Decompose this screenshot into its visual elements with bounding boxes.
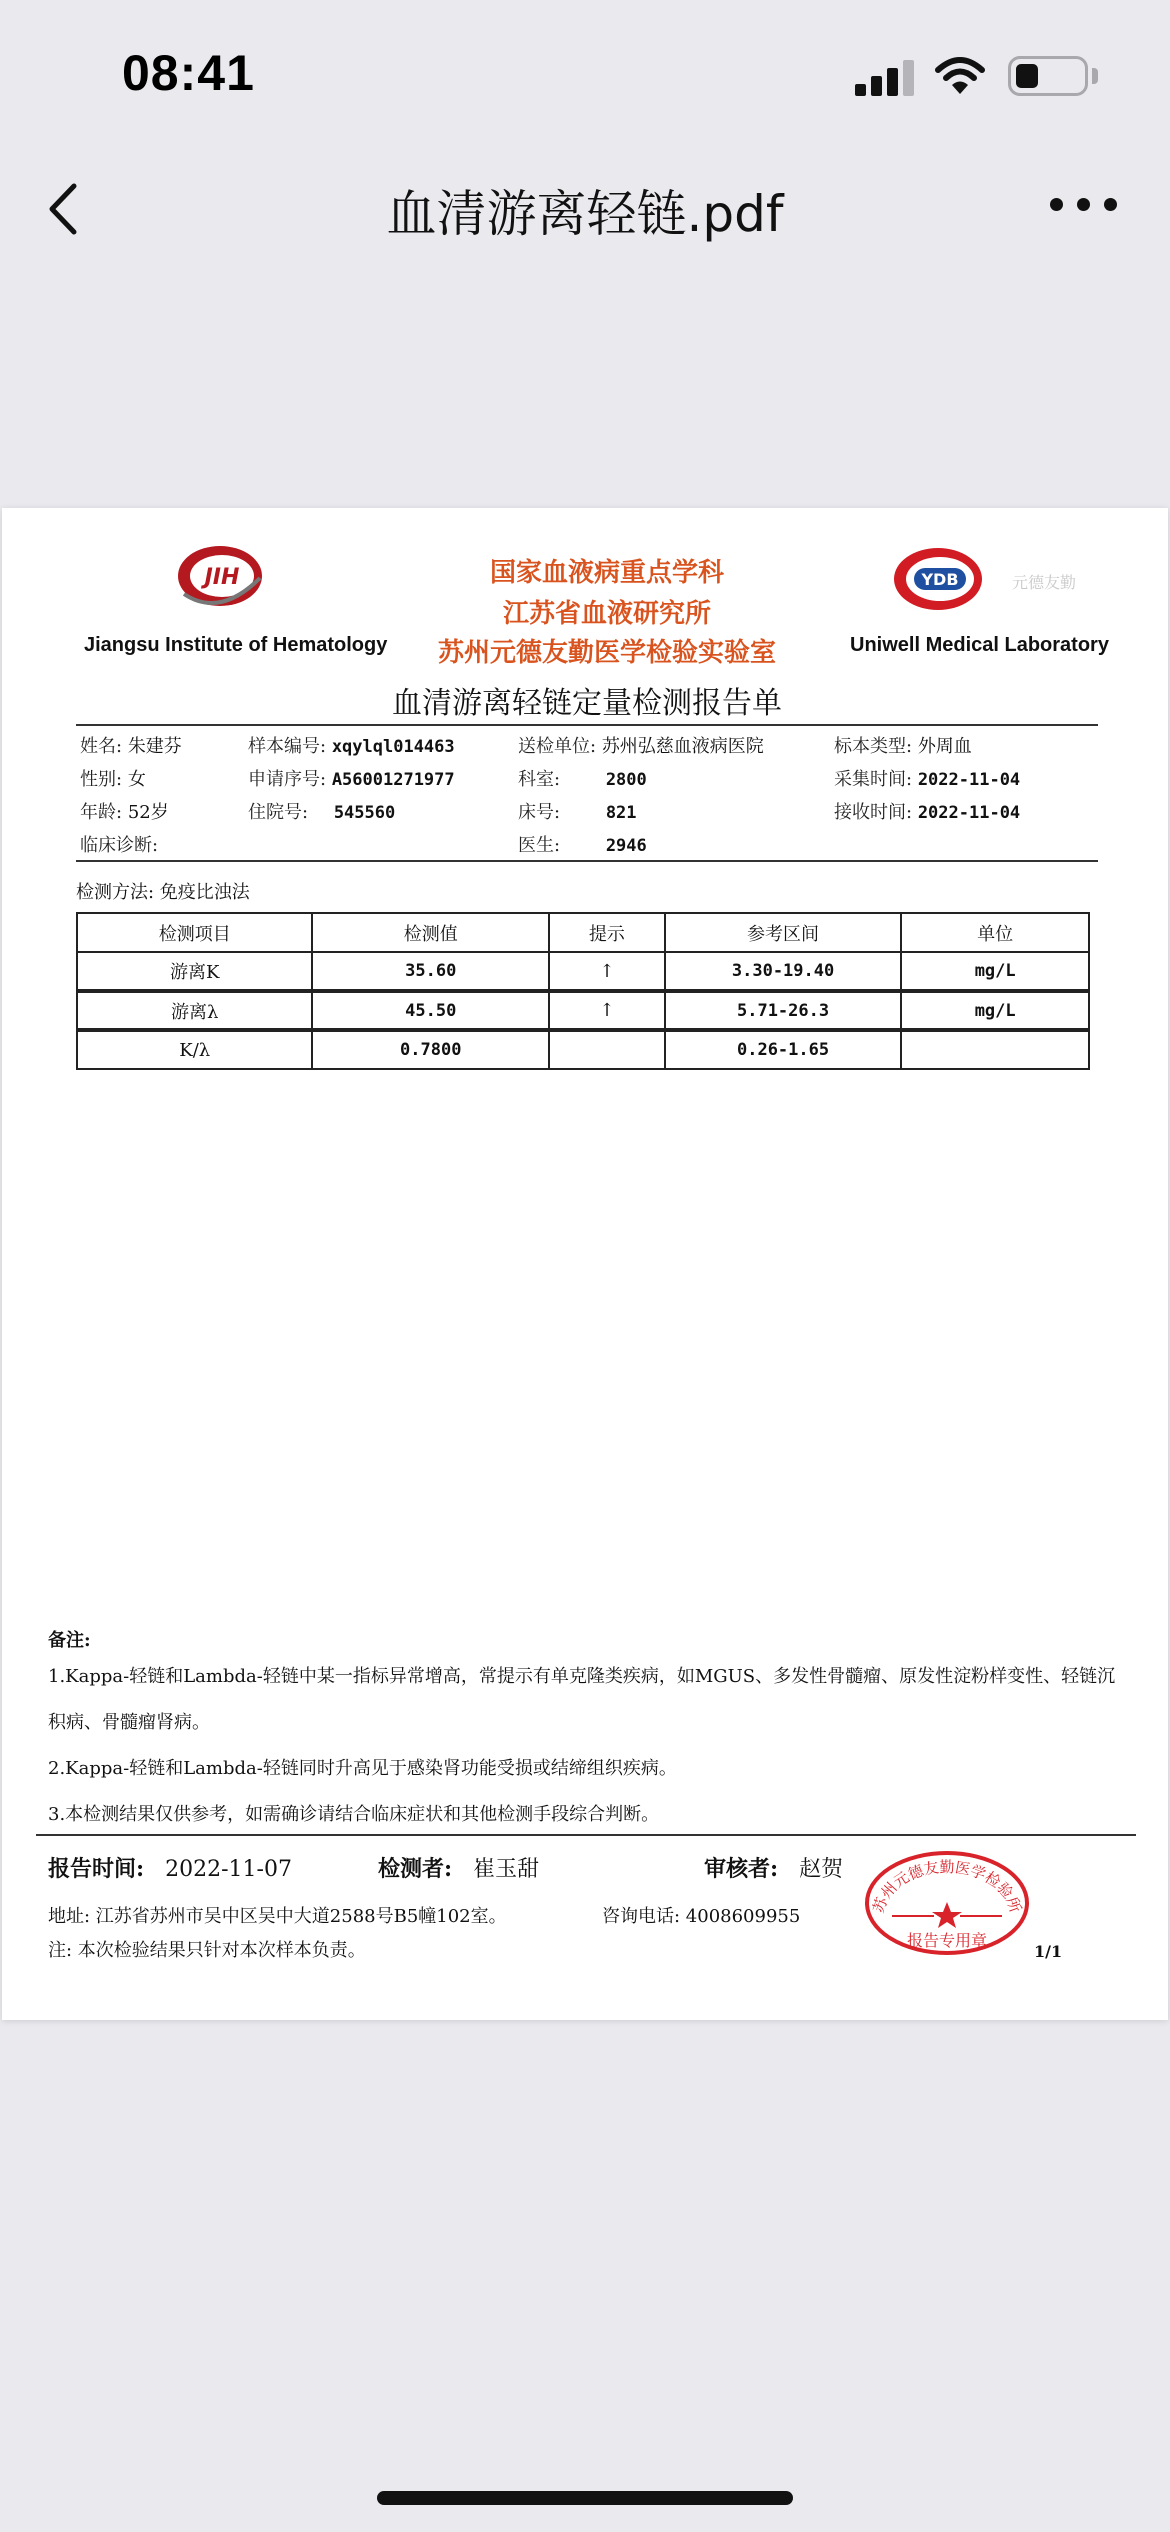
divider: [76, 724, 1098, 726]
pdf-page: [2, 508, 1168, 2020]
nav-bar: [0, 160, 1170, 260]
institution-line-3: 苏州元德友勤医学检验实验室: [437, 638, 776, 668]
home-indicator[interactable]: [377, 2491, 793, 2505]
request-no-field: 申请序号: A56001271977: [248, 769, 455, 790]
reviewer-field: 审核者: 赵贺: [704, 1856, 844, 1882]
unit-cell: mg/L: [901, 952, 1089, 991]
receive-time-field: 接收时间: 2022-11-04: [834, 802, 1021, 823]
right-institute-name: Uniwell Medical Laboratory: [850, 634, 1109, 656]
lab-phone: 咨询电话: 4008609955: [602, 1906, 801, 1927]
remark-item: 1.Kappa-轻链和Lambda-轻链中某一指标异常增高，常提示有单克隆类疾病，如MGUS、多发性骨髓瘤、原发性淀粉样变性、轻链沉积病、骨髓瘤肾病。: [48, 1666, 1116, 1733]
unit-cell: [901, 1030, 1089, 1069]
jih-logo-text: JIH: [204, 565, 240, 590]
left-institute-name: Jiangsu Institute of Hematology: [84, 634, 388, 656]
lab-address: 地址: 江苏省苏州市吴中区吴中大道2588号B5幢102室。: [48, 1906, 507, 1927]
flag-cell: ↑: [549, 952, 665, 991]
table-header-row: [77, 913, 1089, 952]
status-time: 08:41: [122, 45, 255, 101]
table-row: [77, 1030, 1089, 1069]
remark-item: 3.本检测结果仅供参考，如需确诊请结合临床症状和其他检测手段综合判断。: [48, 1804, 660, 1825]
result-table: [76, 912, 1090, 1070]
right-logo-chinese: 元德友勤: [1012, 573, 1077, 592]
reference-cell: 0.26-1.65: [665, 1030, 902, 1069]
specimen-field: 标本类型: 外周血: [834, 736, 972, 757]
report-time-field: 报告时间: 2022-11-07: [48, 1856, 292, 1882]
collect-time-field: 采集时间: 2022-11-04: [834, 769, 1021, 790]
diagnosis-field: 临床诊断:: [80, 835, 159, 856]
divider: [36, 1834, 1136, 1836]
reference-cell: 5.71-26.3: [665, 991, 902, 1030]
cellular-signal-icon: [855, 58, 915, 96]
patient-name-field: 姓名: 朱建芬: [80, 736, 182, 757]
inpatient-no-field: 住院号: 545560: [248, 802, 396, 823]
reference-cell: 3.30-19.40: [665, 952, 902, 991]
flag-cell: [549, 1030, 665, 1069]
table-row: [77, 991, 1089, 1030]
sex-field: 性别: 女: [80, 769, 146, 790]
wifi-icon: [935, 56, 985, 96]
ydb-logo-icon: [888, 540, 988, 618]
institution-line-1: 国家血液病重点学科: [489, 558, 724, 588]
more-options-icon[interactable]: [1050, 198, 1120, 222]
table-header: 参考区间: [665, 913, 902, 952]
battery-icon: [1008, 56, 1088, 96]
institution-line-2: 江苏省血液研究所: [502, 599, 711, 629]
tester-field: 检测者: 崔玉甜: [378, 1856, 540, 1882]
report-title: 血清游离轻链定量检测报告单: [392, 686, 782, 721]
unit-cell: mg/L: [901, 991, 1089, 1030]
dept-field: 科室: 2800: [518, 769, 647, 790]
bed-field: 床号: 821: [518, 802, 637, 823]
nav-title: 血清游离轻链.pdf: [386, 185, 784, 243]
jih-logo-icon: [170, 538, 270, 618]
item-cell: 游离Κ: [77, 952, 312, 991]
status-bar: [0, 0, 1170, 150]
table-header: 检测项目: [77, 913, 312, 952]
ydb-logo-text: YDB: [921, 570, 959, 589]
doctor-field: 医生: 2946: [518, 835, 647, 856]
table-row: [77, 952, 1089, 991]
table-header: 单位: [901, 913, 1089, 952]
report-note: 注: 本次检验结果只针对本次样本负责。: [48, 1940, 366, 1961]
flag-cell: ↑: [549, 991, 665, 1030]
back-chevron-icon[interactable]: [40, 174, 100, 244]
sample-no-field: 样本编号: xqylql014463: [248, 736, 455, 757]
svg-text:报告专用章: 报告专用章: [906, 1931, 988, 1950]
value-cell: 45.50: [312, 991, 549, 1030]
item-cell: 游离λ: [77, 991, 312, 1030]
report-seal-icon: [862, 1848, 1032, 1958]
table-header: 提示: [549, 913, 665, 952]
page-number: 1/1: [1034, 1942, 1063, 1961]
remark-item: 2.Kappa-轻链和Lambda-轻链同时升高见于感染肾功能受损或结缔组织疾病。: [48, 1758, 677, 1779]
sender-field: 送检单位: 苏州弘慈血液病医院: [518, 736, 764, 757]
divider: [76, 860, 1098, 862]
test-method: 检测方法: 免疫比浊法: [76, 882, 250, 903]
value-cell: 35.60: [312, 952, 549, 991]
value-cell: 0.7800: [312, 1030, 549, 1069]
svg-text:苏州元德友勤医学检验所: 苏州元德友勤医学检验所: [869, 1858, 1025, 1916]
age-field: 年龄: 52岁: [80, 802, 169, 823]
item-cell: Κ/λ: [77, 1030, 312, 1069]
remarks-title: 备注:: [48, 1630, 91, 1651]
table-header: 检测值: [312, 913, 549, 952]
